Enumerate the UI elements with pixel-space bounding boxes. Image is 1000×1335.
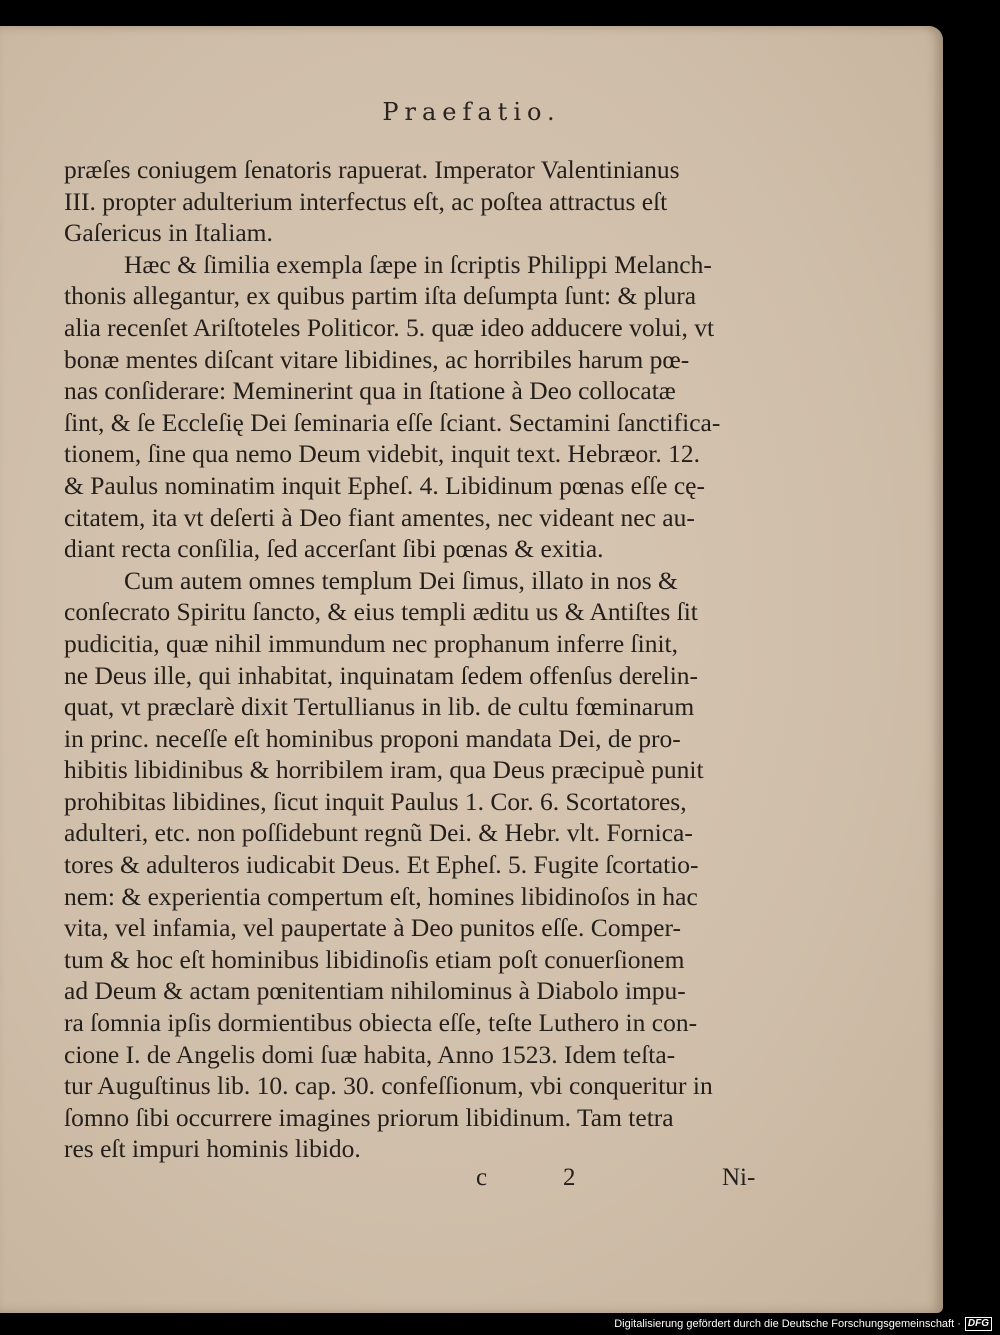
text-line: diant recta conſilia, ſed accerſant ſibi pœnas & exitia. (64, 534, 604, 564)
text-line: tum & hoc eſt hominibus libidinoſis etiam poſt conuerſionem (64, 944, 685, 974)
folio-number: 2 (563, 1164, 576, 1191)
text-line: ſomno ſibi occurrere imagines priorum libidinum. Tam tetra (64, 1102, 674, 1132)
book-page (0, 26, 943, 1313)
text-line: tores & adulteros iudicabit Deus. Et Epheſ. 5. Fugite ſcortatio- (64, 850, 699, 880)
text-line: cione I. de Angelis domi ſuæ habita, Anno 1523. Idem teſta- (64, 1039, 676, 1069)
body-text (64, 154, 769, 1165)
text-line: Gaſericus in Italiam. (64, 218, 273, 248)
text-line: vita, vel infamia, vel paupertate à Deo punitos eſſe. Comper- (64, 913, 681, 943)
text-line: res eſt impuri hominis libido. (64, 1134, 361, 1164)
text-line: bonæ mentes diſcant vitare libidines, ac horribiles harum pœ- (64, 344, 690, 374)
funding-credit (614, 1316, 992, 1332)
text-line: nas conſiderare: Meminerint qua in ſtatione à Deo collocatæ (64, 376, 676, 406)
text-line: conſecrato Spiritu ſancto, & eius templi æditu us & Antiſtes ſit (64, 597, 698, 627)
catchword: Ni- (722, 1164, 756, 1191)
text-line: III. propter adulterium interfectus eſt, ac poſtea attractus eſt (64, 186, 668, 216)
text-line: quat, vt præclarè dixit Tertullianus in lib. de cultu fœminarum (64, 692, 695, 722)
text-line: prohibitas libidines, ſicut inquit Paulus 1. Cor. 6. Scortatores, (64, 786, 687, 816)
running-head: Praefatio. (382, 98, 561, 126)
text-line: in princ. neceſſe eſt hominibus proponi mandata Dei, de pro- (64, 723, 681, 753)
text-line: ne Deus ille, qui inhabitat, inquinatam ſedem offenſus derelin- (64, 660, 699, 690)
text-line: pudicitia, quæ nihil immundum nec prophanum inferre ſinit, (64, 628, 679, 658)
text-line: adulteri, etc. non poſſidebunt regnũ Dei. & Hebr. vlt. Fornica- (64, 818, 693, 848)
text-line: hibitis libidinibus & horribilem iram, qua Deus præcipuè punit (64, 755, 704, 785)
text-line: alia recenſet Ariſtoteles Politicor. 5. quæ ideo adducere volui, vt (64, 312, 715, 342)
funding-note: Digitalisierung gefördert durch die Deutsche Forschungsgemeinschaft · (614, 1318, 961, 1330)
text-line: ra ſomnia ipſis dormientibus obiecta eſſe, teſte Luthero in con- (64, 1008, 698, 1038)
text-line: Cum autem omnes templum Dei ſimus, illato in nos & (124, 565, 678, 595)
signature-mark: c (476, 1164, 488, 1191)
text-line: citatem, ita vt deſerti à Deo fiant amentes, nec videant nec au- (64, 502, 695, 532)
paragraph-2 (64, 249, 769, 565)
text-line: ad Deum & actam pœnitentiam nihilominus à Diabolo impu- (64, 976, 686, 1006)
dfg-logo-icon: DFG (965, 1317, 992, 1331)
text-line: & Paulus nominatim inquit Epheſ. 4. Libidinum pœnas eſſe cę- (64, 470, 705, 500)
text-line: Hæc & ſimilia exempla ſæpe in ſcriptis Philippi Melanch- (124, 249, 712, 279)
text-line: nem: & experientia compertum eſt, homines libidinoſos in hac (64, 881, 698, 911)
text-line: tionem, ſine qua nemo Deum videbit, inquit text. Hebræor. 12. (64, 439, 700, 469)
paragraph-1 (64, 154, 769, 249)
text-line: thonis allegantur, ex quibus partim iſta deſumpta ſunt: & plura (64, 281, 697, 311)
text-line: tur Auguſtinus lib. 10. cap. 30. confeſſionum, vbi conqueritur in (64, 1071, 713, 1101)
paragraph-3 (64, 565, 769, 1165)
text-line: ſint, & ſe Eccleſię Dei ſeminaria eſſe ſciant. Sectamini ſanctifica- (64, 407, 721, 437)
page-footer (0, 1164, 943, 1196)
text-line: præſes coniugem ſenatoris rapuerat. Imperator Valentinianus (64, 155, 680, 184)
